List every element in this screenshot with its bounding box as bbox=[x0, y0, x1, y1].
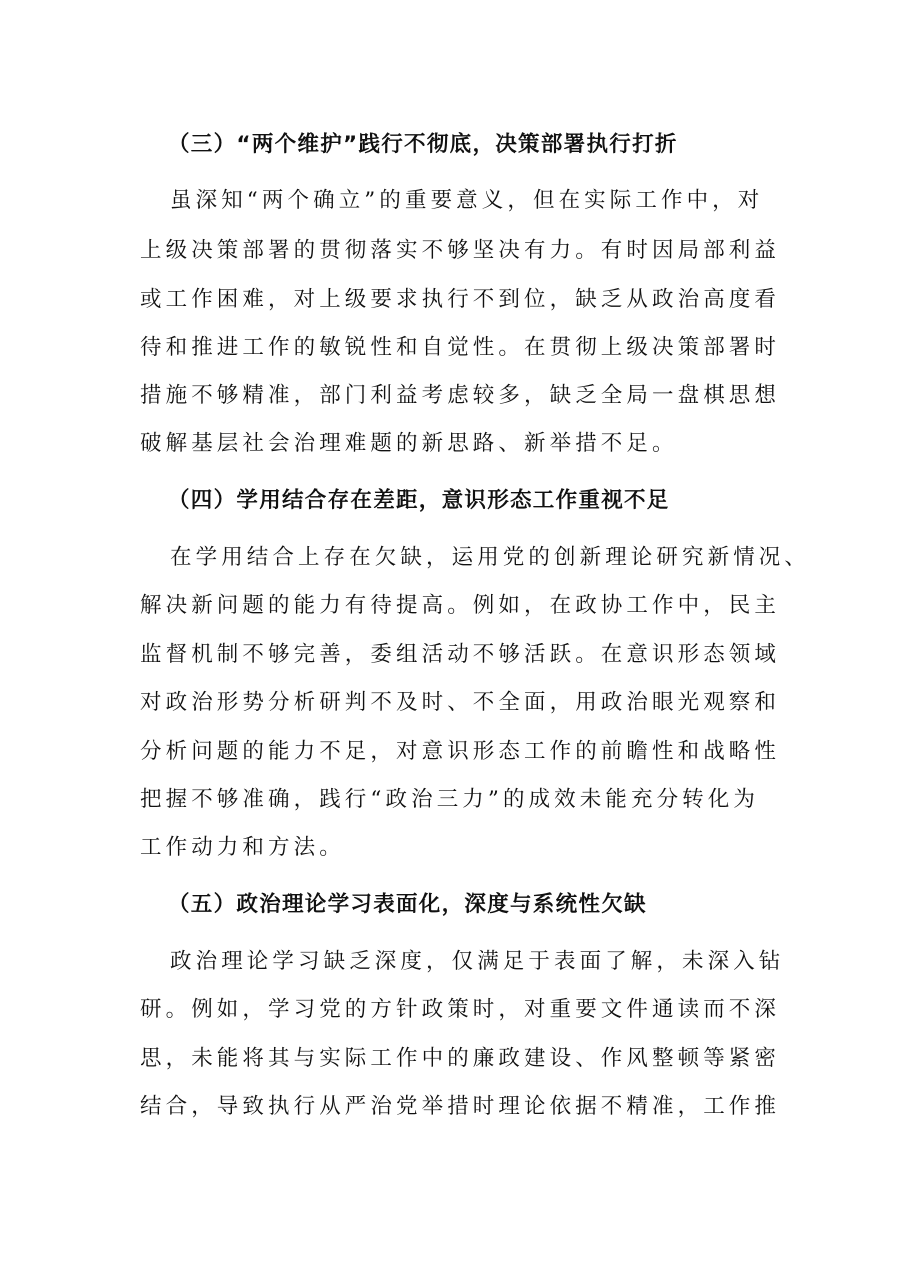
section-5-line-4: 结合，导致执行从严治党举措时理论依据不精准，工作推 bbox=[140, 1094, 781, 1119]
section-3-line-5: 措施不够精准，部门利益考虑较多，缺乏全局一盘棋思想 bbox=[140, 383, 781, 408]
section-4-line-6: 把握不够准确，践行“政治三力”的成效未能充分转化为 bbox=[140, 787, 759, 812]
section-4-line-7: 工作动力和方法。 bbox=[140, 835, 345, 860]
section-4-heading: （四）学用结合存在差距，意识形态工作重视不足 bbox=[168, 488, 670, 513]
section-5-line-1: 政治理论学习缺乏深度，仅满足于表面了解，未深入钻 bbox=[170, 949, 785, 974]
section-5-heading: （五）政治理论学习表面化，深度与系统性欠缺 bbox=[168, 892, 647, 917]
section-4-line-3: 监督机制不够完善，委组活动不够活跃。在意识形态领域 bbox=[140, 642, 781, 667]
section-4-line-4: 对政治形势分析研判不及时、不全面，用政治眼光观察和 bbox=[140, 690, 781, 715]
section-3-line-1: 虽深知“两个确立”的重要意义，但在实际工作中，对 bbox=[170, 188, 764, 213]
section-4-line-1: 在学用结合上存在欠缺，运用党的创新理论研究新情况、 bbox=[170, 545, 811, 570]
section-5-line-3: 思，未能将其与实际工作中的廉政建设、作风整顿等紧密 bbox=[140, 1046, 781, 1071]
section-3-line-4: 待和推进工作的敏锐性和自觉性。在贯彻上级决策部署时 bbox=[140, 335, 781, 360]
section-4-line-2: 解决新问题的能力有待提高。例如，在政协工作中，民主 bbox=[140, 593, 781, 618]
section-5-line-2: 研。例如，学习党的方针政策时，对重要文件通读而不深 bbox=[140, 997, 781, 1022]
section-3-heading: （三）“两个维护”践行不彻底，决策部署执行打折 bbox=[168, 132, 678, 157]
section-3-line-3: 或工作困难，对上级要求执行不到位，缺乏从政治高度看 bbox=[140, 287, 781, 312]
section-3-line-2: 上级决策部署的贯彻落实不够坚决有力。有时因局部利益 bbox=[140, 238, 781, 263]
section-4-line-5: 分析问题的能力不足，对意识形态工作的前瞻性和战略性 bbox=[140, 739, 781, 764]
section-3-line-6: 破解基层社会治理难题的新思路、新举措不足。 bbox=[140, 431, 678, 456]
